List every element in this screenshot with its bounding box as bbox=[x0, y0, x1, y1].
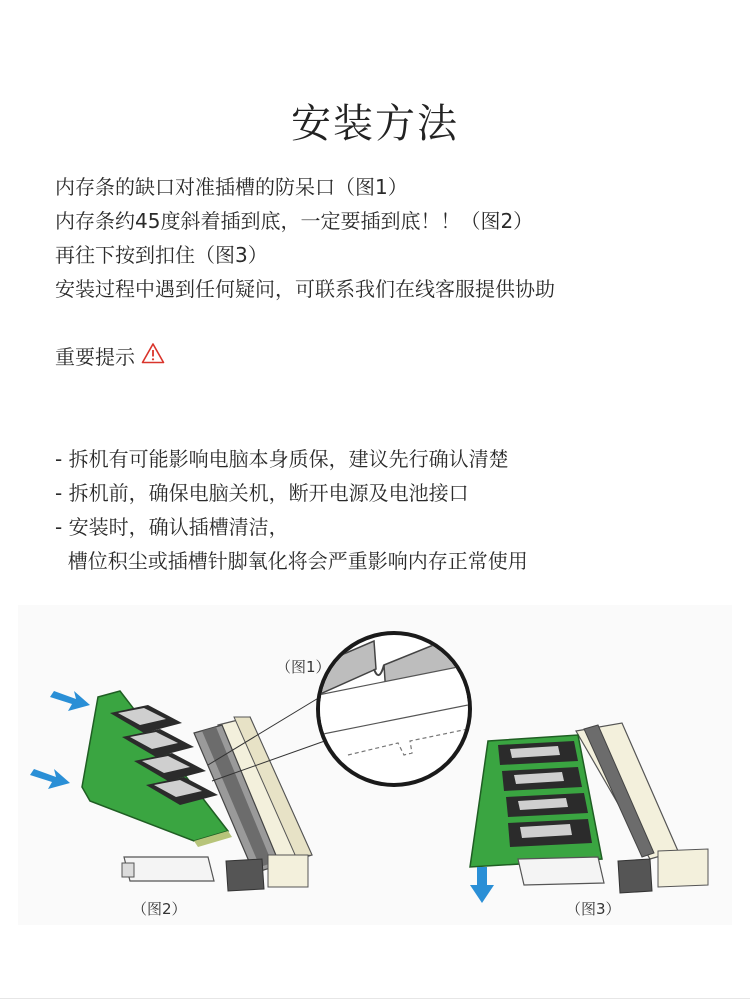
instruction-step-1: 内存条的缺口对准插槽的防呆口（图1） bbox=[55, 175, 408, 199]
caution-item-3: - 安装时，确认插槽清洁， bbox=[55, 515, 289, 539]
bottom-divider bbox=[0, 998, 750, 999]
installation-illustration bbox=[18, 605, 732, 925]
important-tip bbox=[55, 342, 165, 372]
figure-3-illustration bbox=[470, 723, 708, 903]
caution-item-1: - 拆机有可能影响电脑本身质保，建议先行确认清楚 bbox=[55, 447, 509, 471]
tip-label: 重要提示 bbox=[55, 345, 135, 369]
instruction-step-3: 再往下按到扣住（图3） bbox=[55, 243, 268, 267]
caution-item-2: - 拆机前，确保电脑关机，断开电源及电池接口 bbox=[55, 481, 469, 505]
figure-1-caption: （图1） bbox=[276, 658, 331, 676]
figure-2-illustration bbox=[30, 691, 312, 891]
instruction-step-4: 安装过程中遇到任何疑问，可联系我们在线客服提供协助 bbox=[55, 277, 555, 301]
caution-item-3-continued: 槽位积尘或插槽针脚氧化将会严重影响内存正常使用 bbox=[55, 549, 528, 573]
insert-arrow-icon-bottom bbox=[30, 769, 70, 789]
warning-triangle-icon bbox=[141, 342, 165, 372]
press-down-arrow-icon bbox=[470, 867, 494, 903]
installation-illustration-panel bbox=[18, 605, 732, 925]
instruction-step-2: 内存条约45度斜着插到底，一定要插到底！！（图2） bbox=[55, 209, 534, 233]
figure-2-caption: （图2） bbox=[132, 900, 187, 918]
page-title: 安装方法 bbox=[291, 101, 459, 147]
insert-arrow-icon-top bbox=[50, 691, 90, 711]
figure-3-caption: （图3） bbox=[566, 900, 621, 918]
